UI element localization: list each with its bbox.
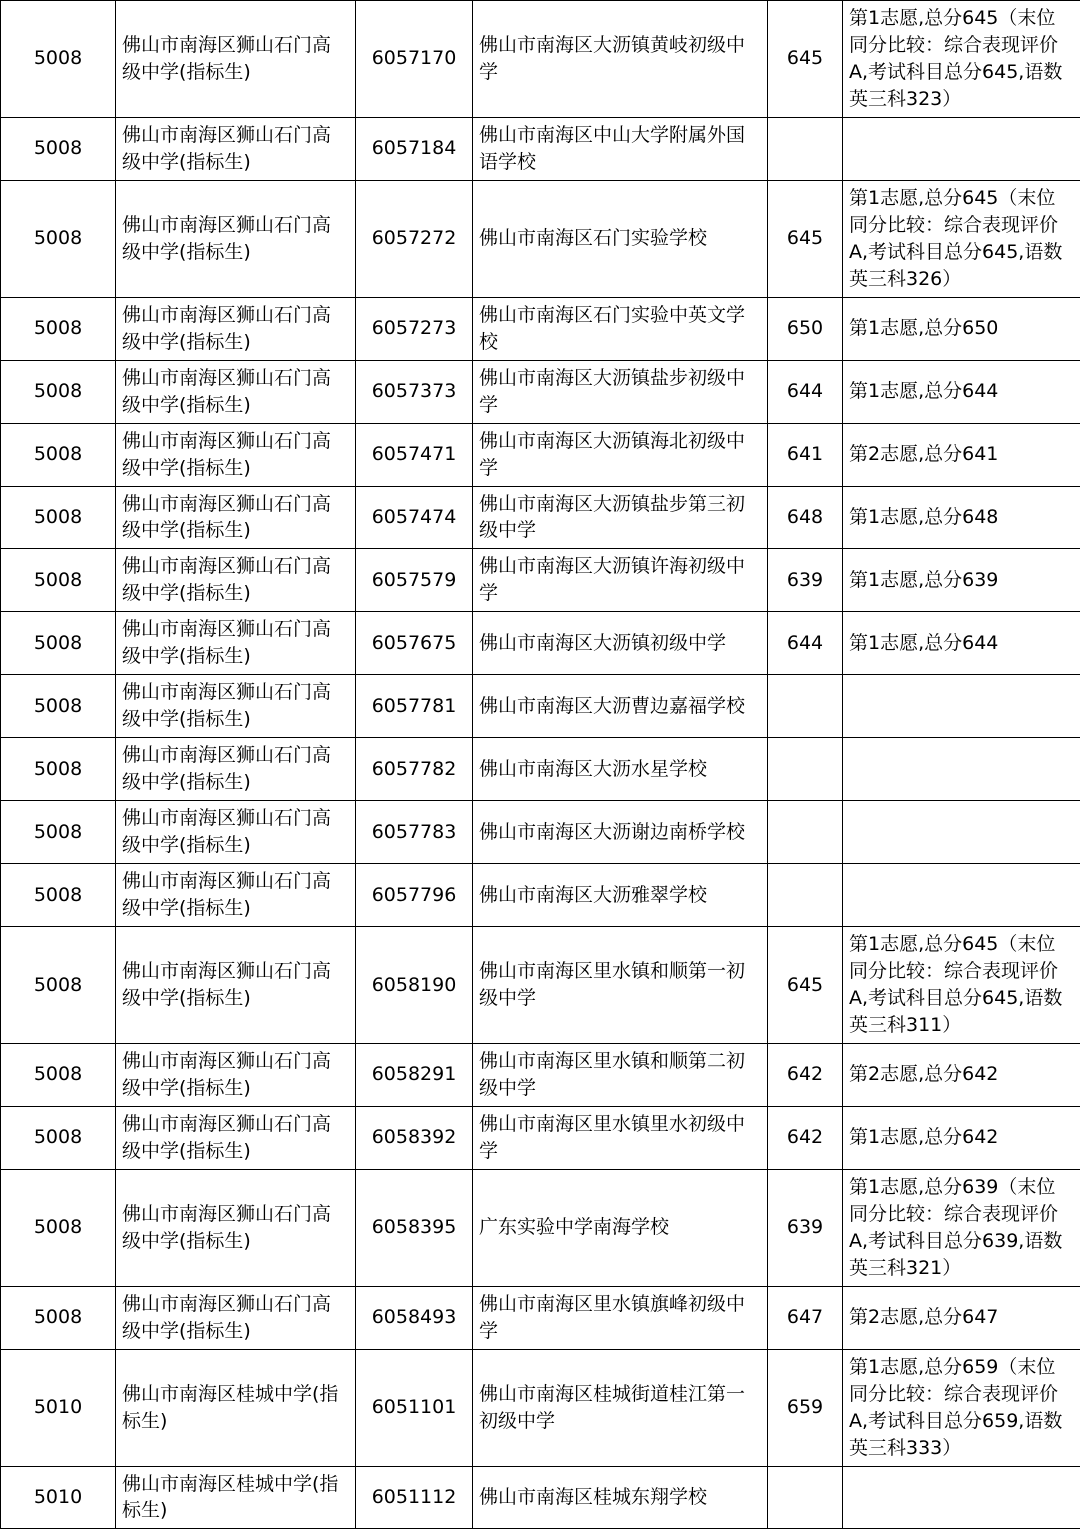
- cell-admitted-school: 佛山市南海区狮山石门高级中学(指标生): [116, 180, 356, 297]
- cell-origin-school: 佛山市南海区大沥谢边南桥学校: [473, 801, 768, 864]
- cell-remark: 第1志愿,总分645（末位同分比较：综合表现评价A,考试科目总分645,语数英三科323）: [843, 1, 1080, 118]
- cell-candidate-number: 6058190: [356, 927, 473, 1044]
- cell-remark: 第1志愿,总分644: [843, 612, 1080, 675]
- cell-score: 641: [768, 423, 843, 486]
- cell-school-code: 5010: [1, 1349, 116, 1466]
- cell-remark: 第1志愿,总分644: [843, 360, 1080, 423]
- cell-score: 639: [768, 1169, 843, 1286]
- table-row: [1, 180, 1080, 297]
- cell-school-code: 5008: [1, 927, 116, 1044]
- table-row: [1, 549, 1080, 612]
- cell-school-code: 5008: [1, 1169, 116, 1286]
- cell-score: 644: [768, 360, 843, 423]
- table-row: [1, 117, 1080, 180]
- table-row: [1, 1349, 1080, 1466]
- table-row: [1, 1466, 1080, 1529]
- cell-admitted-school: 佛山市南海区狮山石门高级中学(指标生): [116, 486, 356, 549]
- table-row: [1, 927, 1080, 1044]
- table-row: [1, 423, 1080, 486]
- cell-origin-school: 佛山市南海区大沥镇盐步第三初级中学: [473, 486, 768, 549]
- cell-school-code: 5008: [1, 612, 116, 675]
- cell-candidate-number: 6057272: [356, 180, 473, 297]
- cell-score: [768, 1466, 843, 1529]
- cell-score: [768, 675, 843, 738]
- table-row: [1, 675, 1080, 738]
- cell-school-code: 5008: [1, 1286, 116, 1349]
- cell-origin-school: 佛山市南海区大沥镇初级中学: [473, 612, 768, 675]
- cell-score: 659: [768, 1349, 843, 1466]
- cell-admitted-school: 佛山市南海区狮山石门高级中学(指标生): [116, 675, 356, 738]
- cell-admitted-school: 佛山市南海区桂城中学(指标生): [116, 1349, 356, 1466]
- cell-candidate-number: 6057373: [356, 360, 473, 423]
- cell-school-code: 5010: [1, 1466, 116, 1529]
- cell-remark: 第1志愿,总分645（末位同分比较：综合表现评价A,考试科目总分645,语数英三科326）: [843, 180, 1080, 297]
- cell-school-code: 5008: [1, 297, 116, 360]
- cell-score: 648: [768, 486, 843, 549]
- cell-score: 647: [768, 1286, 843, 1349]
- cell-origin-school: 佛山市南海区里水镇和顺第一初级中学: [473, 927, 768, 1044]
- cell-admitted-school: 佛山市南海区狮山石门高级中学(指标生): [116, 927, 356, 1044]
- table-row: [1, 864, 1080, 927]
- cell-school-code: 5008: [1, 1043, 116, 1106]
- table-row: [1, 297, 1080, 360]
- cell-candidate-number: 6058291: [356, 1043, 473, 1106]
- cell-origin-school: 佛山市南海区里水镇和顺第二初级中学: [473, 1043, 768, 1106]
- cell-score: 639: [768, 549, 843, 612]
- cell-school-code: 5008: [1, 360, 116, 423]
- cell-origin-school: 佛山市南海区石门实验学校: [473, 180, 768, 297]
- cell-admitted-school: 佛山市南海区狮山石门高级中学(指标生): [116, 1286, 356, 1349]
- cell-origin-school: 佛山市南海区大沥雅翠学校: [473, 864, 768, 927]
- cell-admitted-school: 佛山市南海区狮山石门高级中学(指标生): [116, 1, 356, 118]
- cell-school-code: 5008: [1, 1, 116, 118]
- cell-admitted-school: 佛山市南海区狮山石门高级中学(指标生): [116, 864, 356, 927]
- cell-remark: [843, 1466, 1080, 1529]
- cell-admitted-school: 佛山市南海区狮山石门高级中学(指标生): [116, 549, 356, 612]
- cell-candidate-number: 6058392: [356, 1106, 473, 1169]
- cell-score: 642: [768, 1106, 843, 1169]
- cell-origin-school: 佛山市南海区里水镇里水初级中学: [473, 1106, 768, 1169]
- cell-candidate-number: 6057796: [356, 864, 473, 927]
- cell-remark: 第1志愿,总分639（末位同分比较：综合表现评价A,考试科目总分639,语数英三科321）: [843, 1169, 1080, 1286]
- cell-score: [768, 801, 843, 864]
- cell-admitted-school: 佛山市南海区狮山石门高级中学(指标生): [116, 738, 356, 801]
- cell-score: [768, 117, 843, 180]
- table-row: [1, 612, 1080, 675]
- cell-candidate-number: 6057783: [356, 801, 473, 864]
- cell-remark: [843, 864, 1080, 927]
- cell-admitted-school: 佛山市南海区狮山石门高级中学(指标生): [116, 423, 356, 486]
- cell-remark: 第1志愿,总分648: [843, 486, 1080, 549]
- cell-admitted-school: 佛山市南海区狮山石门高级中学(指标生): [116, 360, 356, 423]
- cell-remark: 第1志愿,总分639: [843, 549, 1080, 612]
- cell-origin-school: 佛山市南海区里水镇旗峰初级中学: [473, 1286, 768, 1349]
- cell-candidate-number: 6057474: [356, 486, 473, 549]
- cell-score: [768, 864, 843, 927]
- cell-remark: [843, 801, 1080, 864]
- table-row: [1, 1286, 1080, 1349]
- cell-admitted-school: 佛山市南海区桂城中学(指标生): [116, 1466, 356, 1529]
- cell-origin-school: 佛山市南海区大沥镇许海初级中学: [473, 549, 768, 612]
- cell-admitted-school: 佛山市南海区狮山石门高级中学(指标生): [116, 1106, 356, 1169]
- cell-candidate-number: 6057273: [356, 297, 473, 360]
- cell-candidate-number: 6057781: [356, 675, 473, 738]
- cell-origin-school: 佛山市南海区大沥镇黄岐初级中学: [473, 1, 768, 118]
- cell-school-code: 5008: [1, 423, 116, 486]
- cell-candidate-number: 6051112: [356, 1466, 473, 1529]
- cell-origin-school: 佛山市南海区大沥曹边嘉福学校: [473, 675, 768, 738]
- cell-remark: 第2志愿,总分641: [843, 423, 1080, 486]
- table-row: [1, 360, 1080, 423]
- cell-remark: 第1志愿,总分642: [843, 1106, 1080, 1169]
- cell-school-code: 5008: [1, 180, 116, 297]
- cell-candidate-number: 6058395: [356, 1169, 473, 1286]
- cell-score: 642: [768, 1043, 843, 1106]
- table-row: [1, 1, 1080, 118]
- cell-origin-school: 佛山市南海区大沥镇盐步初级中学: [473, 360, 768, 423]
- table-row: [1, 1043, 1080, 1106]
- cell-school-code: 5008: [1, 675, 116, 738]
- cell-admitted-school: 佛山市南海区狮山石门高级中学(指标生): [116, 801, 356, 864]
- cell-remark: 第2志愿,总分642: [843, 1043, 1080, 1106]
- cell-score: [768, 738, 843, 801]
- cell-origin-school: 广东实验中学南海学校: [473, 1169, 768, 1286]
- cell-school-code: 5008: [1, 864, 116, 927]
- cell-admitted-school: 佛山市南海区狮山石门高级中学(指标生): [116, 1169, 356, 1286]
- cell-candidate-number: 6057675: [356, 612, 473, 675]
- cell-score: 645: [768, 180, 843, 297]
- cell-school-code: 5008: [1, 117, 116, 180]
- cell-score: 645: [768, 927, 843, 1044]
- cell-origin-school: 佛山市南海区大沥水星学校: [473, 738, 768, 801]
- table-row: [1, 1106, 1080, 1169]
- cell-remark: 第2志愿,总分647: [843, 1286, 1080, 1349]
- cell-school-code: 5008: [1, 738, 116, 801]
- cell-admitted-school: 佛山市南海区狮山石门高级中学(指标生): [116, 117, 356, 180]
- cell-origin-school: 佛山市南海区石门实验中英文学校: [473, 297, 768, 360]
- cell-candidate-number: 6057184: [356, 117, 473, 180]
- table-row: [1, 1169, 1080, 1286]
- table-row: [1, 801, 1080, 864]
- cell-school-code: 5008: [1, 1106, 116, 1169]
- cell-remark: 第1志愿,总分659（末位同分比较：综合表现评价A,考试科目总分659,语数英三科333）: [843, 1349, 1080, 1466]
- cell-candidate-number: 6051101: [356, 1349, 473, 1466]
- cell-admitted-school: 佛山市南海区狮山石门高级中学(指标生): [116, 297, 356, 360]
- cell-school-code: 5008: [1, 549, 116, 612]
- cell-remark: [843, 117, 1080, 180]
- cell-score: 644: [768, 612, 843, 675]
- cell-candidate-number: 6057170: [356, 1, 473, 118]
- cell-origin-school: 佛山市南海区大沥镇海北初级中学: [473, 423, 768, 486]
- cell-remark: 第1志愿,总分645（末位同分比较：综合表现评价A,考试科目总分645,语数英三科311）: [843, 927, 1080, 1044]
- cell-origin-school: 佛山市南海区桂城街道桂江第一初级中学: [473, 1349, 768, 1466]
- cell-candidate-number: 6057782: [356, 738, 473, 801]
- table-row: [1, 738, 1080, 801]
- cell-remark: 第1志愿,总分650: [843, 297, 1080, 360]
- cell-origin-school: 佛山市南海区中山大学附属外国语学校: [473, 117, 768, 180]
- table-body: [1, 1, 1080, 1529]
- cell-admitted-school: 佛山市南海区狮山石门高级中学(指标生): [116, 612, 356, 675]
- cell-score: 645: [768, 1, 843, 118]
- cell-school-code: 5008: [1, 486, 116, 549]
- cell-admitted-school: 佛山市南海区狮山石门高级中学(指标生): [116, 1043, 356, 1106]
- cell-candidate-number: 6057471: [356, 423, 473, 486]
- cell-remark: [843, 675, 1080, 738]
- cell-origin-school: 佛山市南海区桂城东翔学校: [473, 1466, 768, 1529]
- cell-candidate-number: 6057579: [356, 549, 473, 612]
- cell-candidate-number: 6058493: [356, 1286, 473, 1349]
- cell-school-code: 5008: [1, 801, 116, 864]
- cell-remark: [843, 738, 1080, 801]
- cell-score: 650: [768, 297, 843, 360]
- table-row: [1, 486, 1080, 549]
